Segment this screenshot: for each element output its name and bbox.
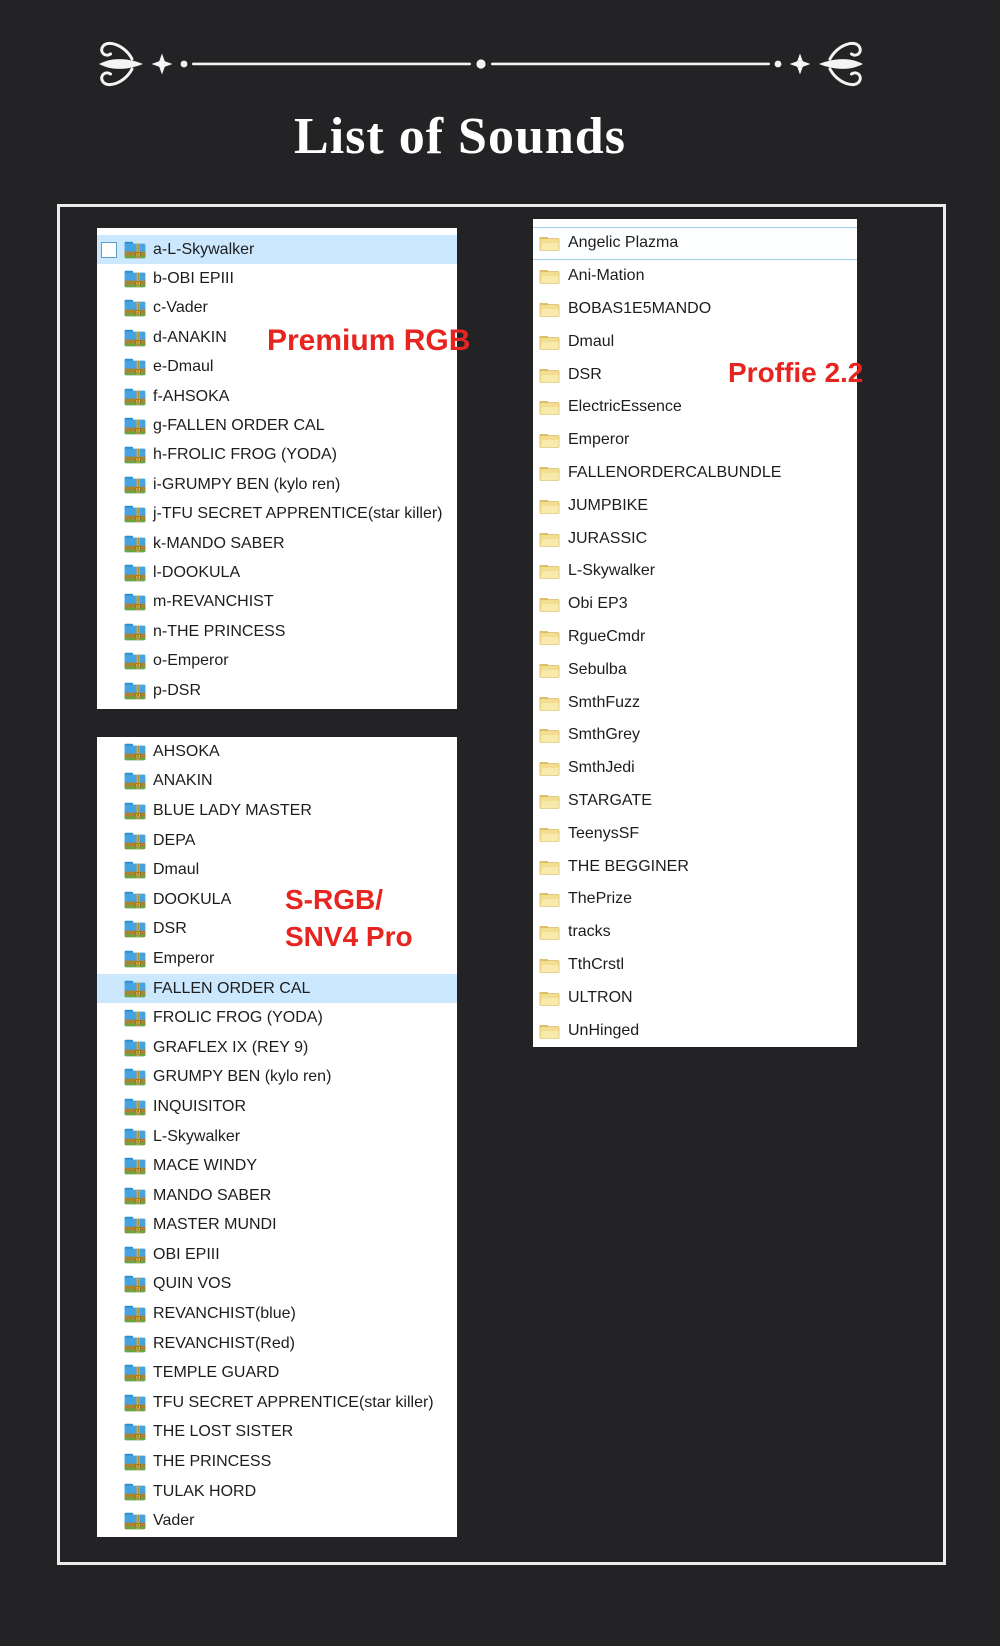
folder-icon [539, 366, 560, 384]
zip-folder-icon [124, 652, 146, 670]
file-rows [97, 737, 457, 1536]
annotation-proffie: Proffie 2.2 [728, 357, 864, 388]
list-item[interactable] [533, 621, 857, 654]
zip-folder-icon [124, 623, 146, 641]
folder-icon [539, 858, 560, 876]
list-item[interactable] [533, 850, 857, 883]
folder-icon [539, 497, 560, 515]
item-label: n-THE PRINCESS [153, 622, 286, 640]
item-label: INQUISITOR [153, 1097, 247, 1115]
zip-folder-icon [124, 417, 146, 435]
zip-folder-icon [124, 446, 146, 464]
page-title: List of Sounds [294, 108, 626, 165]
folder-icon [539, 464, 560, 482]
folder-icon [539, 890, 560, 908]
list-item[interactable] [97, 796, 457, 826]
list-item[interactable] [533, 752, 857, 785]
item-label: RgueCmdr [568, 627, 646, 645]
list-item[interactable] [533, 719, 857, 752]
list-item[interactable] [97, 1506, 457, 1536]
list-item[interactable] [533, 325, 857, 358]
list-item[interactable] [533, 588, 857, 621]
folder-icon [539, 792, 560, 810]
file-list-proffie [533, 219, 864, 1047]
item-label: e-Dmaul [153, 358, 214, 376]
list-item[interactable] [97, 1181, 457, 1211]
list-item[interactable] [97, 1240, 457, 1270]
folder-icon [539, 530, 560, 548]
list-item[interactable] [97, 558, 457, 587]
item-label: Sebulba [568, 660, 627, 678]
item-label: f-AHSOKA [153, 387, 230, 405]
folder-icon [539, 825, 560, 843]
list-item[interactable] [97, 617, 457, 646]
zip-folder-icon [124, 1216, 146, 1234]
list-item[interactable] [97, 1358, 457, 1388]
list-item[interactable] [97, 529, 457, 558]
zip-folder-icon [124, 1483, 146, 1501]
item-label: a-L-Skywalker [153, 240, 255, 258]
zip-folder-icon [124, 1453, 146, 1471]
list-item[interactable] [97, 1003, 457, 1033]
annotation-premium-rgb: Premium RGB [267, 324, 471, 357]
zip-folder-icon [124, 1335, 146, 1353]
zip-folder-icon [124, 1128, 146, 1146]
list-item[interactable] [97, 1477, 457, 1507]
folder-icon [539, 562, 560, 580]
zip-folder-icon [124, 1364, 146, 1382]
item-label: o-Emperor [153, 652, 229, 670]
zip-folder-icon [124, 1039, 146, 1057]
item-label: Dmaul [568, 332, 615, 350]
item-label: b-OBI EPIII [153, 270, 234, 288]
folder-icon [539, 398, 560, 416]
list-item[interactable] [97, 235, 457, 264]
list-item[interactable] [97, 1122, 457, 1152]
item-label: REVANCHIST(Red) [153, 1334, 295, 1352]
item-label: m-REVANCHIST [153, 593, 274, 611]
list-item[interactable] [97, 646, 457, 675]
item-label: g-FALLEN ORDER CAL [153, 417, 325, 435]
file-list-srgb-snv4 [97, 737, 457, 1537]
item-label: GRAFLEX IX (REY 9) [153, 1038, 309, 1056]
item-label: OBI EPIII [153, 1245, 220, 1263]
list-item[interactable] [533, 883, 857, 916]
list-item[interactable] [97, 1447, 457, 1477]
file-rows [533, 227, 857, 1047]
item-label: TthCrstl [568, 955, 624, 973]
folder-icon [539, 923, 560, 941]
list-item[interactable] [533, 686, 857, 719]
zip-folder-icon [124, 358, 146, 376]
item-label: MACE WINDY [153, 1157, 257, 1175]
list-item[interactable] [97, 264, 457, 293]
zip-folder-icon [124, 980, 146, 998]
item-label: Ani-Mation [568, 267, 645, 285]
list-item[interactable] [533, 949, 857, 982]
list-item[interactable] [533, 489, 857, 522]
zip-folder-icon [124, 1275, 146, 1293]
item-label: JURASSIC [568, 529, 648, 547]
zip-folder-icon [124, 241, 146, 259]
folder-icon [539, 956, 560, 974]
list-item[interactable] [533, 653, 857, 686]
zip-folder-icon [124, 1009, 146, 1027]
zip-folder-icon [124, 832, 146, 850]
item-label: THE LOST SISTER [153, 1423, 294, 1441]
folder-icon [539, 661, 560, 679]
item-label: ThePrize [568, 890, 633, 908]
item-label: THE BEGGINER [568, 857, 689, 875]
folder-icon [539, 300, 560, 318]
list-item[interactable] [533, 1014, 857, 1047]
item-label: SmthFuzz [568, 693, 641, 711]
ornamental-divider [96, 36, 866, 94]
list-item[interactable] [97, 1418, 457, 1448]
item-label: ANAKIN [153, 772, 213, 790]
folder-icon [539, 595, 560, 613]
list-item[interactable] [97, 1211, 457, 1241]
list-item[interactable] [533, 555, 857, 588]
item-label: d-ANAKIN [153, 328, 227, 346]
list-item[interactable] [533, 260, 857, 293]
item-label: MASTER MUNDI [153, 1216, 277, 1234]
folder-icon [539, 333, 560, 351]
folder-icon [539, 694, 560, 712]
list-item[interactable] [97, 1329, 457, 1359]
file-rows [97, 235, 457, 705]
item-label: BOBAS1E5MANDO [568, 299, 712, 317]
list-item[interactable] [97, 1270, 457, 1300]
annotation-srgb-snv4 [285, 881, 413, 955]
item-label: JUMPBIKE [568, 496, 649, 514]
item-label: GRUMPY BEN (kylo ren) [153, 1068, 332, 1086]
list-item[interactable] [97, 500, 457, 529]
zip-folder-icon [124, 772, 146, 790]
folder-icon [539, 267, 560, 285]
list-item[interactable] [97, 588, 457, 617]
item-label: THE PRINCESS [153, 1453, 272, 1471]
item-checkbox[interactable] [101, 242, 117, 258]
list-item[interactable] [97, 294, 457, 323]
list-item[interactable] [533, 457, 857, 490]
zip-folder-icon [124, 1246, 146, 1264]
zip-folder-icon [124, 505, 146, 523]
item-label: ElectricEssence [568, 398, 682, 416]
item-label: QUIN VOS [153, 1275, 232, 1293]
zip-folder-icon [124, 1512, 146, 1530]
item-label: REVANCHIST(blue) [153, 1305, 296, 1323]
list-item[interactable] [97, 411, 457, 440]
item-label: FROLIC FROG (YODA) [153, 1009, 323, 1027]
list-item[interactable] [97, 470, 457, 499]
zip-folder-icon [124, 1098, 146, 1116]
item-label: Angelic Plazma [568, 234, 679, 252]
folder-icon [539, 759, 560, 777]
folder-icon [539, 989, 560, 1007]
item-label: AHSOKA [153, 742, 220, 760]
list-item[interactable] [97, 676, 457, 705]
annotation-line-1: S-RGB/ [285, 884, 383, 915]
list-item[interactable] [533, 785, 857, 818]
item-label: MANDO SABER [153, 1186, 272, 1204]
zip-folder-icon [124, 743, 146, 761]
item-label: FALLENORDERCALBUNDLE [568, 463, 782, 481]
item-label: h-FROLIC FROG (YODA) [153, 446, 338, 464]
item-label: k-MANDO SABER [153, 534, 285, 552]
list-item[interactable] [97, 1033, 457, 1063]
item-label: c-Vader [153, 299, 208, 317]
list-item[interactable] [97, 826, 457, 856]
item-label: Dmaul [153, 861, 200, 879]
item-label: Emperor [153, 949, 215, 967]
item-label: DSR [153, 920, 187, 938]
zip-folder-icon [124, 1394, 146, 1412]
list-item[interactable] [533, 916, 857, 949]
zip-folder-icon [124, 1068, 146, 1086]
zip-folder-icon [124, 388, 146, 406]
zip-folder-icon [124, 299, 146, 317]
item-label: j-TFU SECRET APPRENTICE(star killer) [153, 505, 443, 523]
list-item[interactable] [533, 293, 857, 326]
zip-folder-icon [124, 950, 146, 968]
item-label: l-DOOKULA [153, 563, 241, 581]
zip-folder-icon [124, 476, 146, 494]
item-label: Vader [153, 1512, 195, 1530]
folder-icon [539, 234, 560, 252]
folder-icon [539, 1022, 560, 1040]
zip-folder-icon [124, 1157, 146, 1175]
list-item[interactable] [533, 522, 857, 555]
item-label: DSR [568, 365, 602, 383]
annotation-line-2: SNV4 Pro [285, 921, 413, 952]
list-item[interactable] [97, 767, 457, 797]
item-label: FALLEN ORDER CAL [153, 979, 311, 997]
item-label: ULTRON [568, 988, 633, 1006]
item-label: TFU SECRET APPRENTICE(star killer) [153, 1393, 434, 1411]
zip-folder-icon [124, 535, 146, 553]
list-item[interactable] [533, 391, 857, 424]
folder-icon [539, 628, 560, 646]
file-list-premium-rgb [97, 228, 471, 709]
list-item[interactable] [97, 1092, 457, 1122]
zip-folder-icon [124, 802, 146, 820]
item-label: i-GRUMPY BEN (kylo ren) [153, 475, 341, 493]
zip-folder-icon [124, 891, 146, 909]
zip-folder-icon [124, 682, 146, 700]
item-label: L-Skywalker [153, 1127, 241, 1145]
list-item[interactable] [533, 227, 857, 260]
folder-icon [539, 726, 560, 744]
zip-folder-icon [124, 1187, 146, 1205]
item-label: DEPA [153, 831, 196, 849]
item-label: L-Skywalker [568, 562, 656, 580]
item-label: Emperor [568, 431, 630, 449]
item-label: STARGATE [568, 791, 652, 809]
zip-folder-icon [124, 564, 146, 582]
item-label: TeenysSF [568, 824, 640, 842]
folder-icon [539, 431, 560, 449]
item-label: BLUE LADY MASTER [153, 801, 312, 819]
list-item[interactable] [97, 441, 457, 470]
list-item[interactable] [97, 1151, 457, 1181]
zip-folder-icon [124, 270, 146, 288]
item-label: UnHinged [568, 1021, 640, 1039]
item-label: TULAK HORD [153, 1482, 257, 1500]
list-item[interactable] [97, 382, 457, 411]
list-item[interactable] [533, 817, 857, 850]
item-label: tracks [568, 923, 611, 941]
zip-folder-icon [124, 920, 146, 938]
zip-folder-icon [124, 593, 146, 611]
list-item[interactable] [97, 1388, 457, 1418]
item-label: DOOKULA [153, 890, 232, 908]
list-item[interactable] [533, 424, 857, 457]
list-item[interactable] [97, 1063, 457, 1093]
item-label: p-DSR [153, 681, 202, 699]
zip-folder-icon [124, 1423, 146, 1441]
list-item[interactable] [97, 1299, 457, 1329]
zip-folder-icon [124, 861, 146, 879]
item-label: SmthJedi [568, 759, 635, 777]
list-item[interactable] [533, 981, 857, 1014]
item-label: SmthGrey [568, 726, 641, 744]
list-item[interactable] [97, 974, 457, 1004]
list-item[interactable] [97, 737, 457, 767]
zip-folder-icon [124, 1305, 146, 1323]
item-label: Obi EP3 [568, 595, 628, 613]
zip-folder-icon [124, 329, 146, 347]
item-label: TEMPLE GUARD [153, 1364, 280, 1382]
